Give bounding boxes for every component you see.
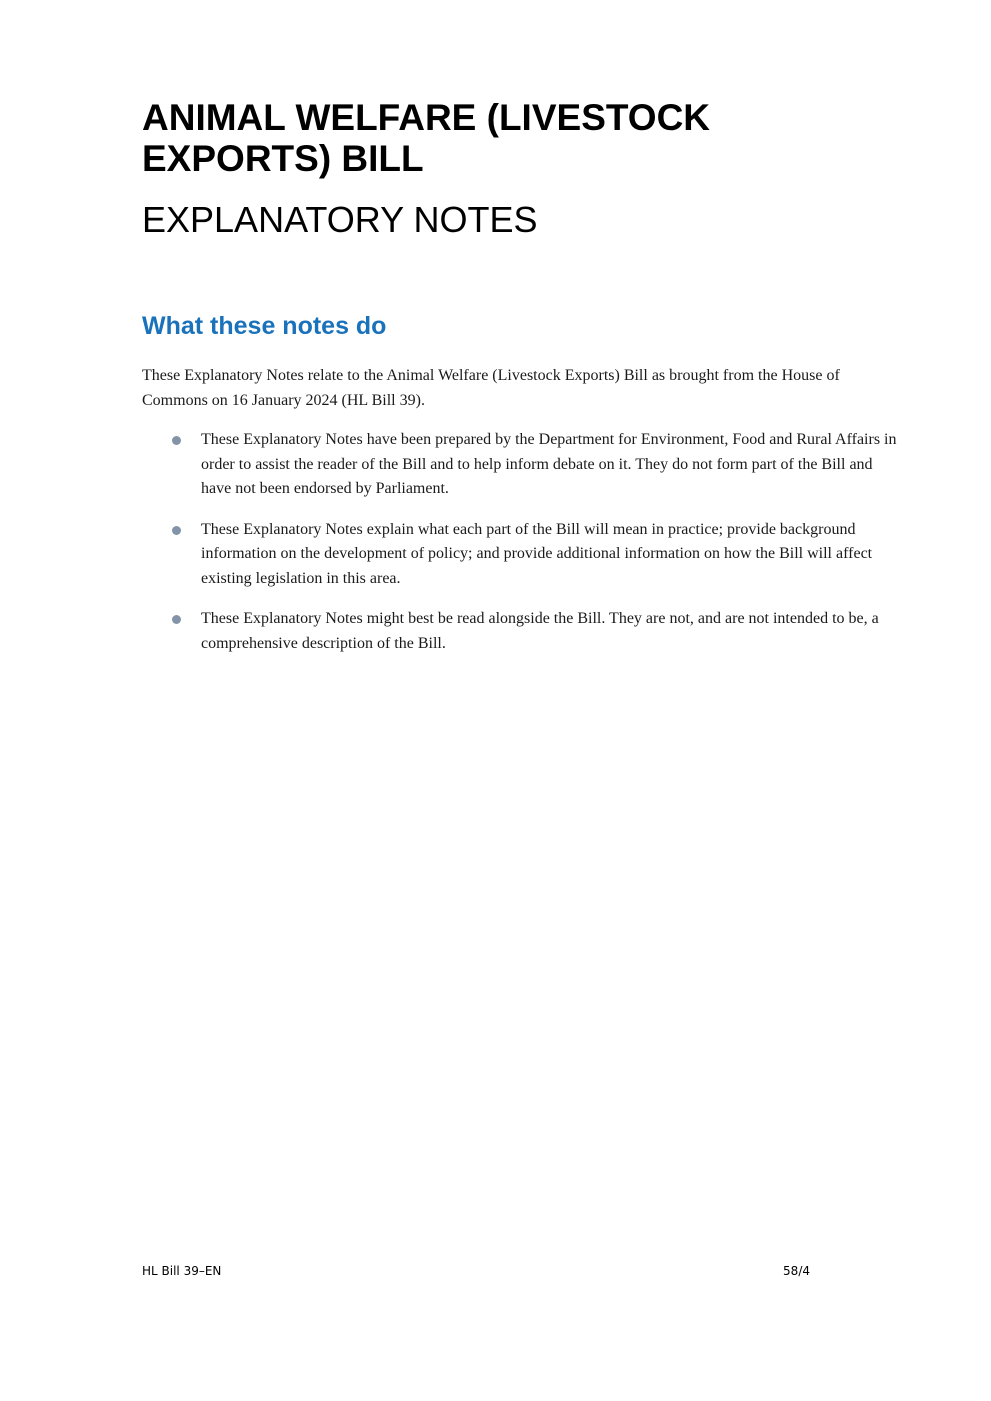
intro-paragraph: These Explanatory Notes relate to the Animal Welfare (Livestock Exports) Bill as brought from the House of Commons on 16 January 2024 (HL Bill 39). <box>142 367 840 409</box>
footer-page-code: 58/4 <box>783 1264 810 1278</box>
bullet-icon <box>172 526 181 535</box>
list-item <box>142 607 902 656</box>
bullet-icon <box>172 615 181 624</box>
bullet-list <box>142 428 902 672</box>
bullet-text: These Explanatory Notes might best be read alongside the Bill. They are not, and are not intended to be, a comprehensive description of the Bill. <box>201 610 879 652</box>
bullet-icon <box>172 436 181 445</box>
bullet-text: These Explanatory Notes have been prepared by the Department for Environment, Food and Rural Affairs in order to assist the reader of the Bill and to help inform debate on it. They do not form part of the Bill and have not been endorsed by Parliament. <box>201 431 897 497</box>
document-subtitle: EXPLANATORY NOTES <box>142 199 538 240</box>
bullet-text: These Explanatory Notes explain what each part of the Bill will mean in practice; provide background information on the development of policy; and provide additional information on how the Bill will affect existing legislation in this area. <box>201 520 873 587</box>
document-title: ANIMAL WELFARE (LIVESTOCK EXPORTS) BILL <box>142 97 711 179</box>
list-item <box>142 518 902 592</box>
footer-bill-reference: HL Bill 39–EN <box>142 1264 222 1278</box>
section-heading: What these notes do <box>142 312 387 340</box>
list-item <box>142 428 902 502</box>
